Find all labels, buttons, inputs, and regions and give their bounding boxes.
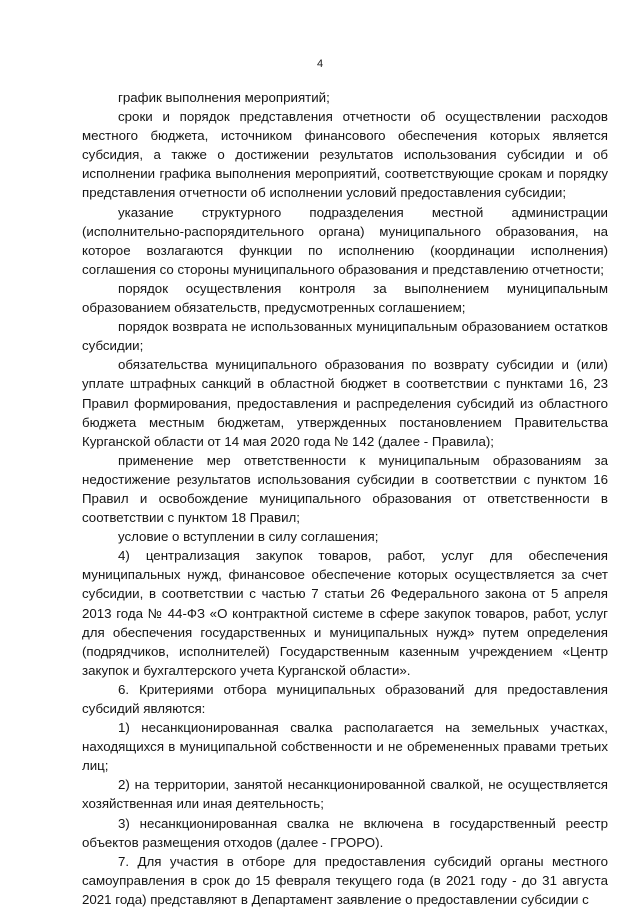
paragraph-criterion-1: 1) несанкционированная свалка располагается на земельных участках, находящихся в муниципальной собственности и не обремененных правами третьих лиц; [82,720,608,774]
paragraph-entry-into-force: условие о вступлении в силу соглашения; [118,529,379,545]
paragraph-liability: применение мер ответственности к муниципальным образованиям за недостижение результатов использования субсидии в соответствии с пунктом 16 Правил и освобождение муниципального образования от ответственности в соответствии с пунктом 18 Правил; [82,452,608,526]
paragraph-criterion-2: 2) на территории, занятой несанкционированной свалкой, не осуществляется хозяйственная или иная деятельность; [82,777,608,812]
paragraph-reporting-terms: сроки и порядок представления отчетности об осуществлении расходов местного бюджета, источником финансового обеспечения которых является субсидия, а также о достижении результатов использования субсидии и об исполнении графика выполнения мероприятий, соответствующие срокам и порядку представления отчетности об исполнении условий предоставления субсидии; [82,109,608,201]
paragraph-section-6: 6. Критериями отбора муниципальных образований для предоставления субсидий являются: [82,681,608,716]
paragraph-section-7: 7. Для участия в отборе для предоставления субсидий органы местного самоуправления в срок до 15 февраля текущего года (в 2021 году - до 31 августа 2021 года) представляют в Департамент заявление о предоставлении субсидии с [82,853,608,907]
paragraph-control-procedure: порядок осуществления контроля за выполнением муниципальным образованием обязательств, предусмотренных соглашением; [82,280,608,316]
paragraph-refund-procedure: порядок возврата не использованных муниципальным образованием остатков субсидии; [82,319,608,354]
page-number: 4 [316,58,324,70]
paragraph-schedule: график выполнения мероприятий; [118,90,330,105]
paragraph-responsible-unit: указание структурного подразделения местной администрации (исполнительно-распорядительного органа) муниципального образования, на которое возлагаются функции по исполнению (координации исполнения) соглашения со стороны муниципального образования и представлению отчетности; [82,204,608,277]
document-body [82,88,608,909]
paragraph-criterion-3: 3) несанкционированная свалка не включена в государственный реестр объектов размещения отходов (далее - ГРОРО). [82,815,608,850]
paragraph-obligations: обязательства муниципального образования по возврату субсидии и (или) уплате штрафных санкций в областной бюджет в соответствии с пунктами 16, 23 Правил формирования, предоставления и распределения субсидий из областного бюджета местным бюджетам, утвержденных постановлением Правительства Курганской области от 14 мая 2020 года № 142 (далее - Правила); [82,357,608,449]
paragraph-item-4-procurement: 4) централизация закупок товаров, работ, услуг для обеспечения муниципальных нужд, финансовое обеспечение которых осуществляется за счет субсидии, в соответствии с частью 7 статьи 26 Федерального закона от 5 апреля 2013 года № 44-ФЗ «О контрактной системе в сфере закупок товаров, работ, услуг для обеспечения государственных и муниципальных нужд» путем определения (подрядчиков, исполнителей) Государственным казенным учреждением «Центр закупок и бухгалтерского учета Курганской области». [82,548,608,678]
